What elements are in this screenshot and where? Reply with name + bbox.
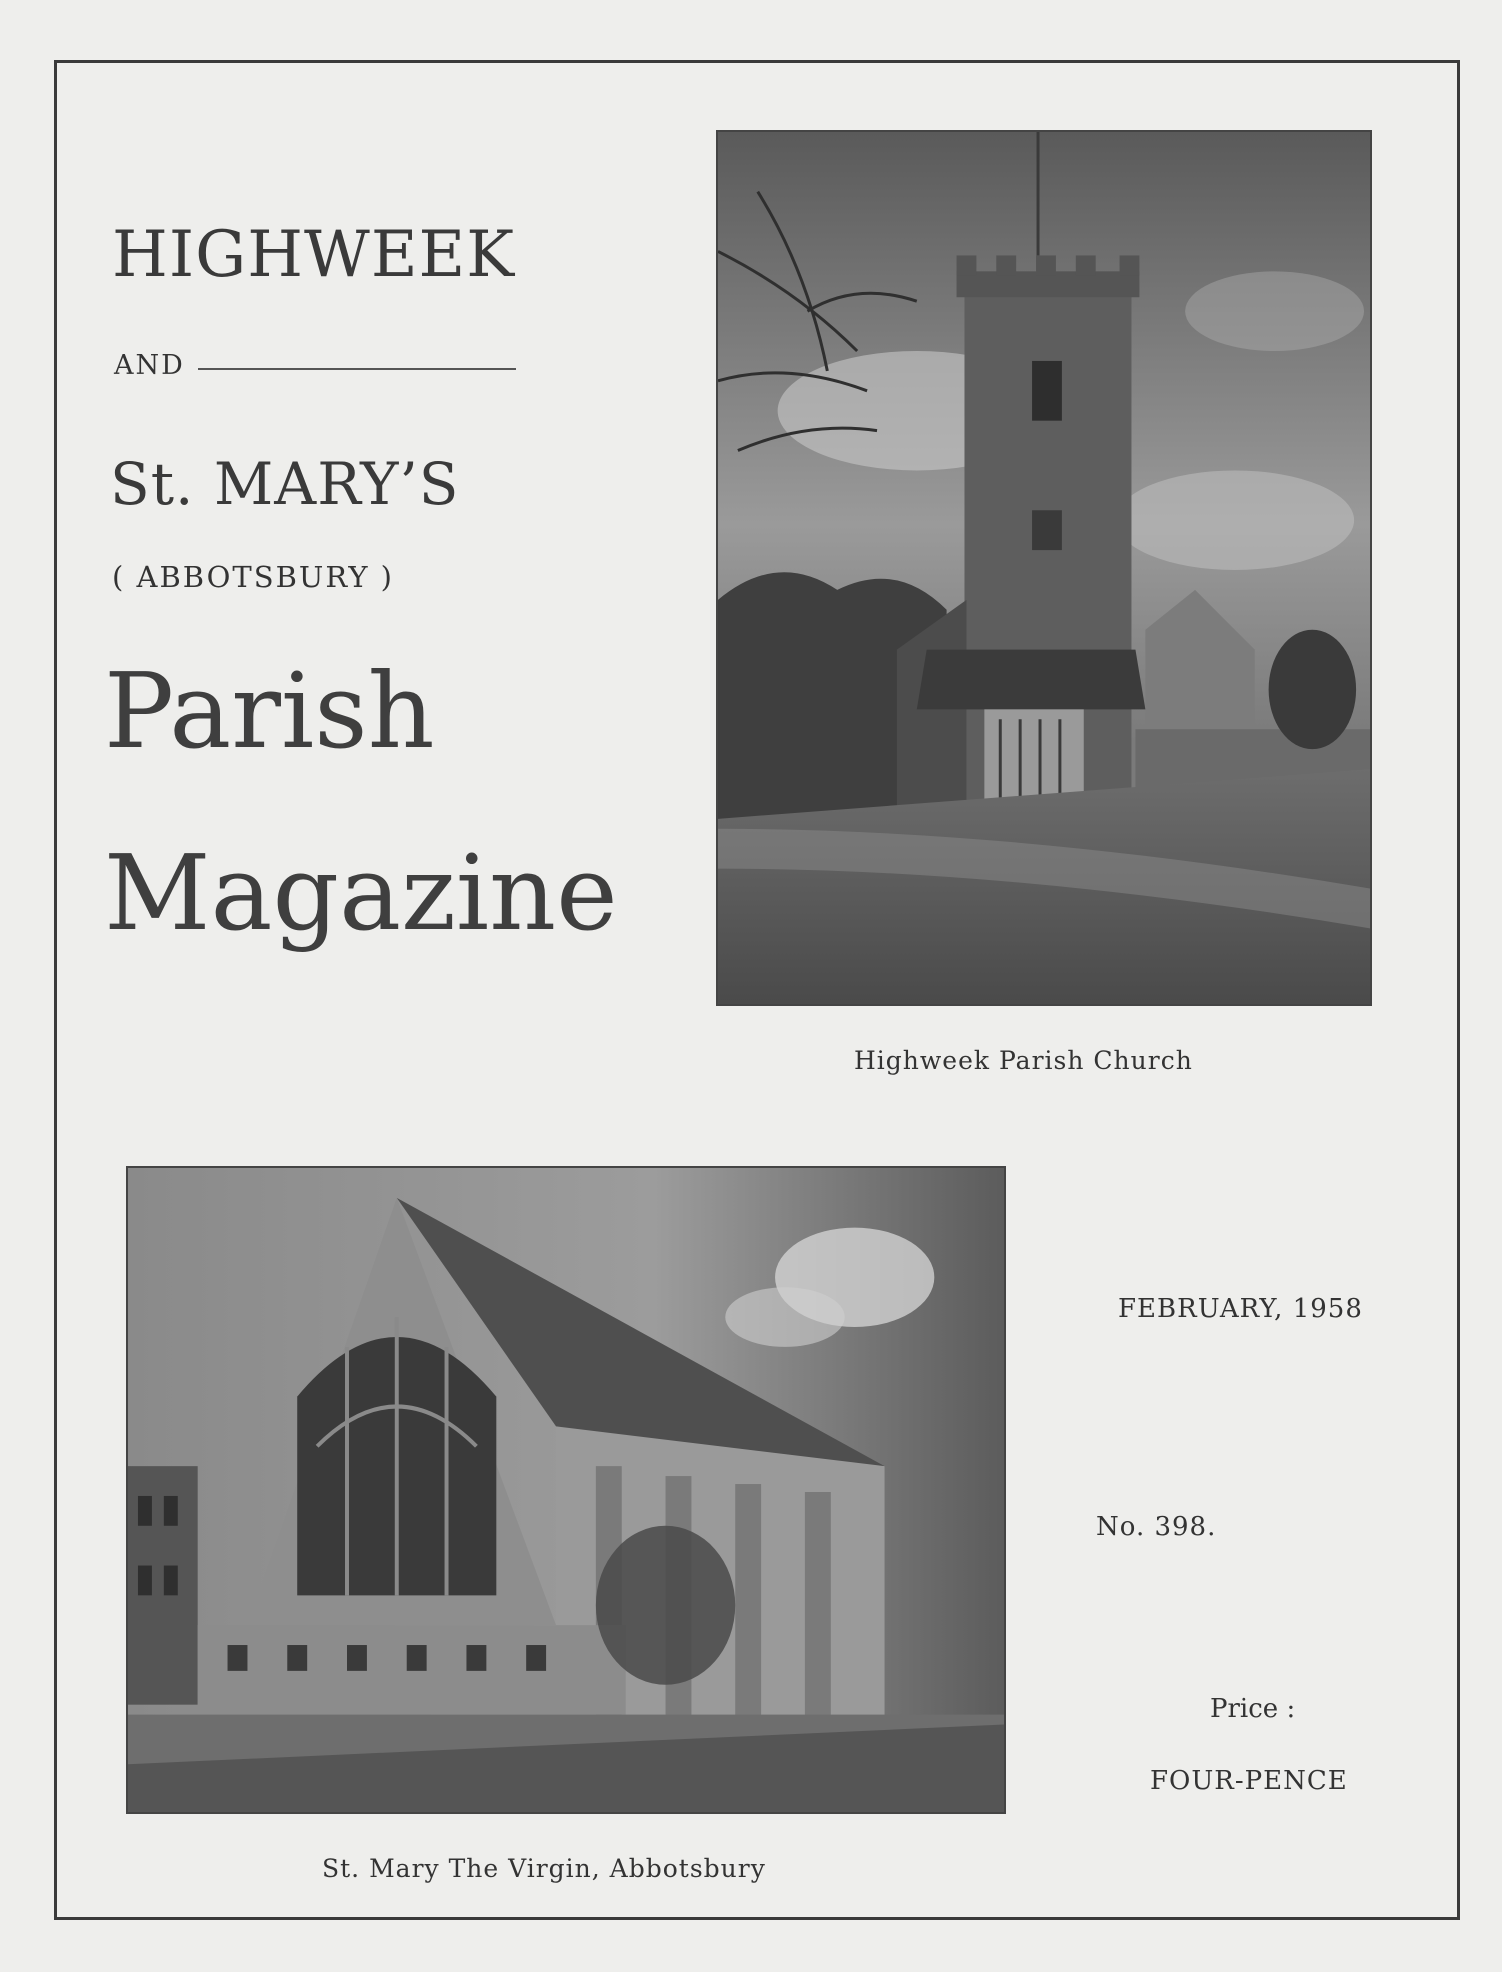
caption-highweek-church: Highweek Parish Church — [854, 1046, 1193, 1075]
st-mary-church-illustration — [128, 1168, 1004, 1812]
photo-highweek-church — [716, 130, 1372, 1006]
title-parish: Parish — [104, 650, 435, 772]
title-abbotsbury: ( ABBOTSBURY ) — [112, 560, 394, 594]
title-st-marys: St. MARY’S — [110, 450, 460, 518]
price-label: Price : — [1210, 1694, 1296, 1724]
photo-st-mary-church — [126, 1166, 1006, 1814]
caption-st-mary-church: St. Mary The Virgin, Abbotsbury — [322, 1854, 766, 1883]
title-magazine: Magazine — [104, 832, 618, 954]
issue-number: No. 398. — [1096, 1512, 1217, 1542]
price-value: FOUR-PENCE — [1150, 1766, 1348, 1796]
church-tower-illustration — [718, 132, 1370, 1004]
title-highweek: HIGHWEEK — [112, 218, 516, 292]
title-rule — [198, 368, 516, 370]
issue-date: FEBRUARY, 1958 — [1118, 1294, 1363, 1324]
title-and: AND — [114, 350, 185, 381]
